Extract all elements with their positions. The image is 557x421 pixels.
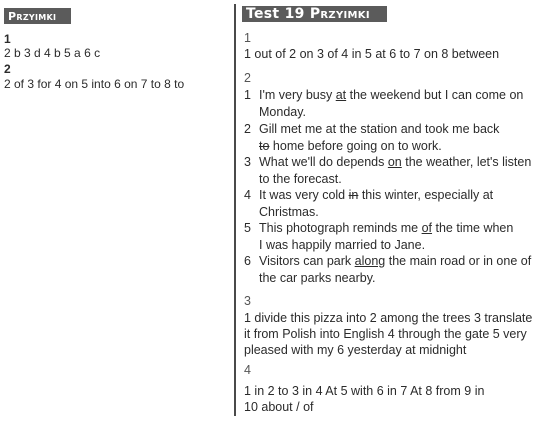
item-text: [259, 253, 531, 286]
exercise-4-line: 10 about / of: [244, 400, 314, 414]
item-text-part: I'm very busy: [259, 88, 336, 102]
left-exercise-1-answers: 2 b 3 d 4 b 5 a 6 c: [4, 46, 101, 60]
correct-preposition: along: [354, 254, 386, 268]
item-text-part: Monday.: [259, 104, 307, 119]
test-title-word: Przyimki: [309, 6, 370, 22]
crossed-out-word: in: [348, 188, 359, 202]
item-text-part: home before going on to work.: [269, 138, 442, 153]
item-text-part: this winter, especially at: [358, 188, 494, 202]
correct-preposition: on: [387, 155, 402, 169]
item-text-part: to the forecast.: [259, 171, 342, 186]
item-text: [259, 220, 513, 253]
item-text-part: Gill met me at the station and took me back: [259, 122, 500, 136]
exercise-4-number: 4: [244, 363, 251, 377]
exercise-3-line: it from Polish into English 4 through the gate 5 very: [244, 327, 527, 341]
item-number: 3: [244, 155, 251, 169]
left-exercise-2-number: 2: [4, 62, 11, 76]
item-text-part: What we'll do depends: [259, 155, 388, 169]
exercise-1-answers: 1 out of 2 on 3 of 4 in 5 at 6 to 7 on 8 between: [244, 47, 500, 61]
exercise-3-line: 1 divide this pizza into 2 among the trees 3 translate: [244, 311, 533, 325]
item-number: 4: [244, 188, 251, 202]
correct-preposition: of: [421, 221, 433, 235]
item-text-part: the car parks nearby.: [259, 270, 376, 285]
exercise-4-line: 1 in 2 to 3 in 4 At 5 with 6 in 7 At 8 from 9 in: [244, 384, 485, 398]
test-19-banner: [242, 6, 387, 22]
crossed-out-word: to: [259, 138, 270, 153]
item-number: 2: [244, 122, 251, 136]
test-number: Test 19: [246, 6, 305, 22]
column-divider: [234, 4, 236, 416]
item-text-part: Visitors can park: [259, 254, 355, 268]
item-number: 5: [244, 221, 251, 235]
item-text-part: the main road or in one of: [385, 254, 532, 268]
exercise-1-number: 1: [244, 31, 251, 45]
item-number: 1: [244, 88, 251, 102]
item-text-part: It was very cold: [259, 188, 349, 202]
correct-preposition: at: [335, 88, 347, 102]
item-text-part: This photograph reminds me: [259, 221, 422, 235]
left-exercise-1-number: 1: [4, 32, 11, 46]
item-number: 6: [244, 254, 251, 268]
item-text: [259, 187, 493, 220]
item-text: [259, 154, 531, 187]
exercise-3-line: pleased with my 6 yesterday at midnight: [244, 343, 467, 357]
item-text-part: the weather, let's listen: [401, 155, 532, 169]
exercise-2-number: 2: [244, 71, 251, 85]
left-exercise-2-answers: 2 of 3 for 4 on 5 into 6 on 7 to 8 to: [4, 77, 185, 91]
left-section-title: Przyimki: [8, 9, 57, 23]
item-text: [259, 87, 523, 120]
item-text-part: Christmas.: [259, 204, 319, 219]
item-text: [259, 121, 499, 154]
exercise-3-number: 3: [244, 294, 251, 308]
left-section-banner: [4, 8, 71, 24]
item-text-part: the weekend but I can come on: [346, 88, 524, 102]
item-text-part: the time when: [432, 221, 514, 235]
item-text-part: I was happily married to Jane.: [259, 237, 426, 252]
